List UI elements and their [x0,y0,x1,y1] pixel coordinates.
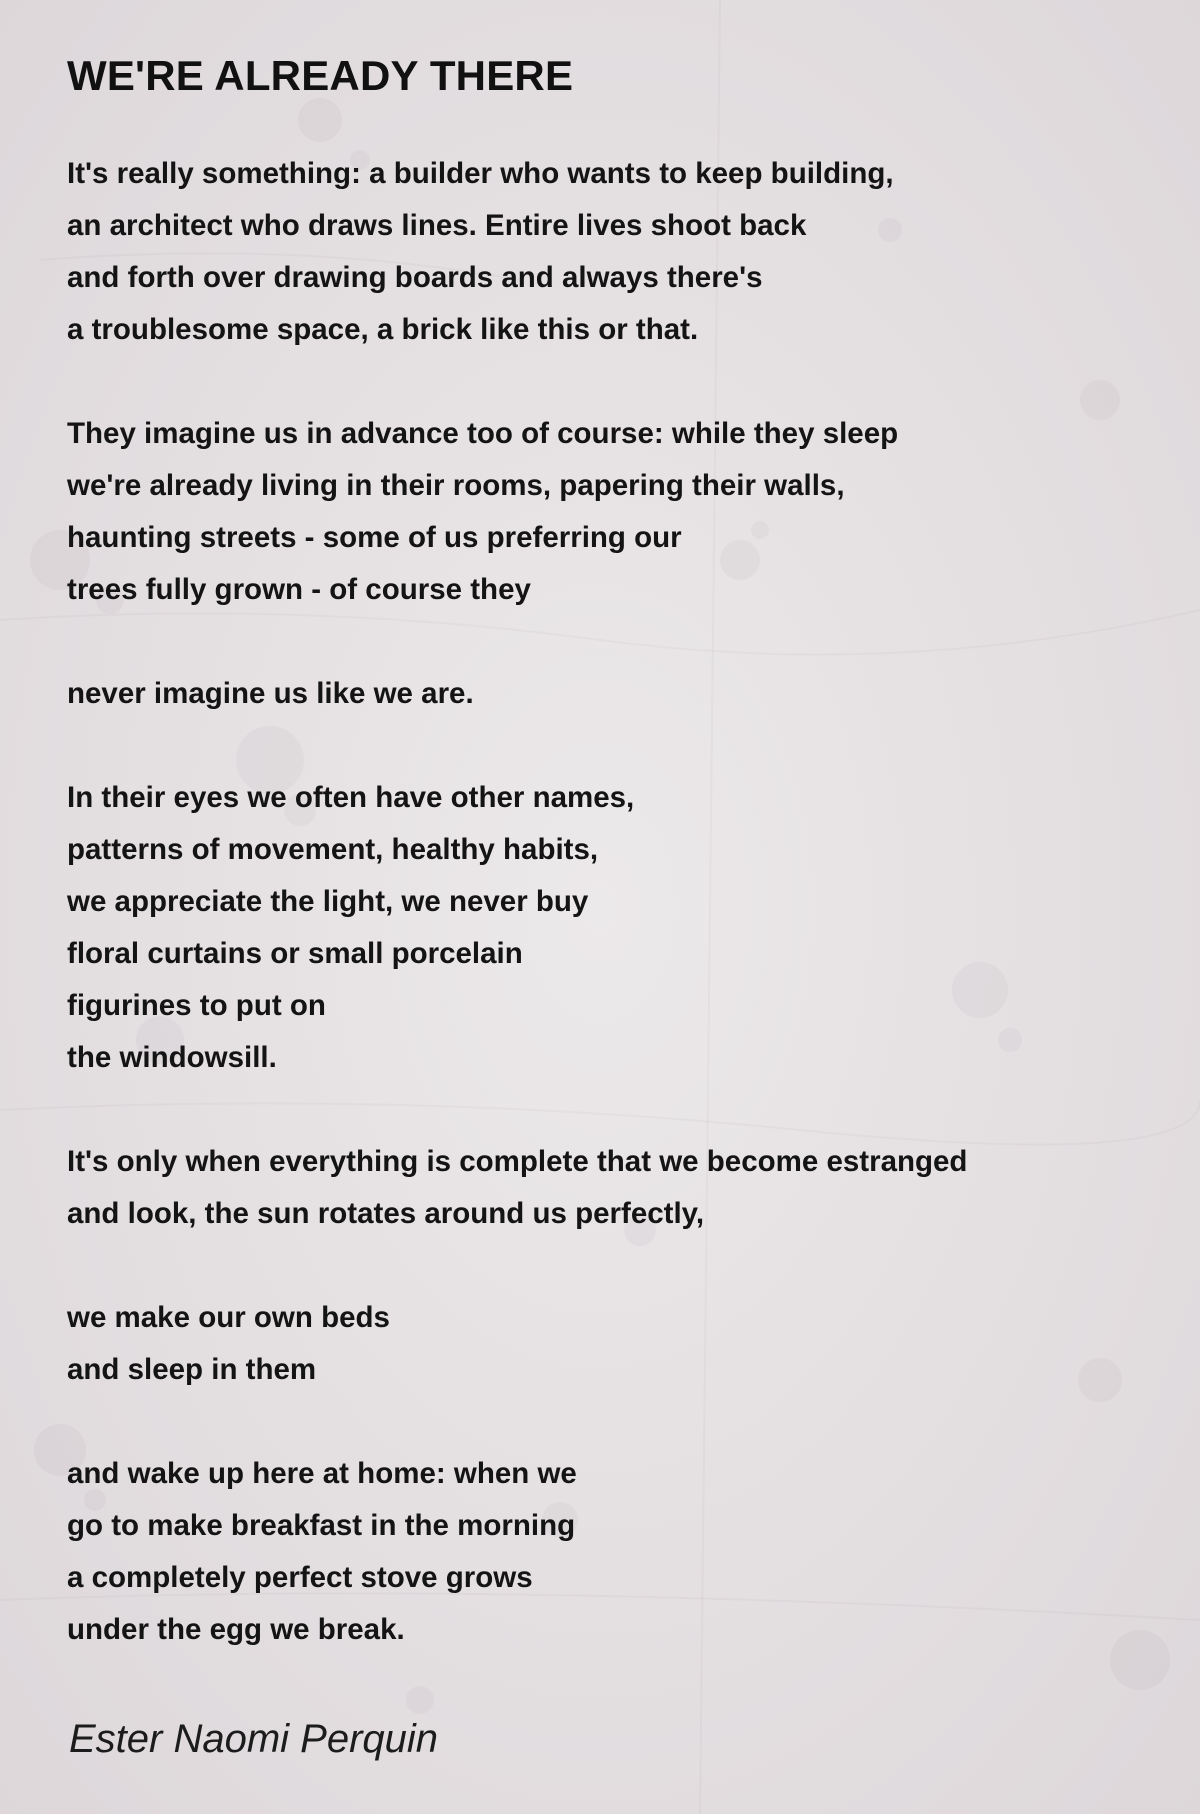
poem-line: we're already living in their rooms, papering their walls, [67,469,845,502]
poem-line: go to make breakfast in the morning [67,1509,576,1542]
poem-line: patterns of movement, healthy habits, [67,833,599,866]
poem-line: and look, the sun rotates around us perfectly, [67,1197,705,1230]
poem-line: never imagine us like we are. [67,677,474,710]
poem-line: under the egg we break. [67,1613,405,1646]
stanza [67,668,1167,720]
poem-line: floral curtains or small porcelain [67,937,523,970]
poem-line: and forth over drawing boards and always there's [67,261,763,294]
poem-line: we make our own beds [67,1301,390,1334]
poem-line: we appreciate the light, we never buy [67,885,589,918]
poem-line: They imagine us in advance too of course: while they sleep [67,417,899,450]
poem-author: Ester Naomi Perquin [69,1717,439,1761]
stanza [67,772,1167,1084]
poem-line: the windowsill. [67,1041,277,1074]
stanza [67,148,1167,356]
poem-line: and wake up here at home: when we [67,1457,577,1490]
poem-line: an architect who draws lines. Entire lives shoot back [67,209,807,242]
poem-line: trees fully grown - of course they [67,573,531,606]
poem-line: a completely perfect stove grows [67,1561,533,1594]
stanza [67,408,1167,616]
stanza [67,1292,1167,1396]
poem-line: It's only when everything is complete that we become estranged [67,1145,968,1178]
poem-body [67,148,1167,1708]
poem-line: figurines to put on [67,989,326,1022]
poem-title: WE'RE ALREADY THERE [67,52,574,99]
stanza [67,1448,1167,1656]
poem-line: In their eyes we often have other names, [67,781,635,814]
poem-line: haunting streets - some of us preferring our [67,521,682,554]
stanza [67,1136,1167,1240]
poem-line: It's really something: a builder who wants to keep building, [67,157,894,190]
poem-line: and sleep in them [67,1353,317,1386]
poem-line: a troublesome space, a brick like this or that. [67,313,699,346]
